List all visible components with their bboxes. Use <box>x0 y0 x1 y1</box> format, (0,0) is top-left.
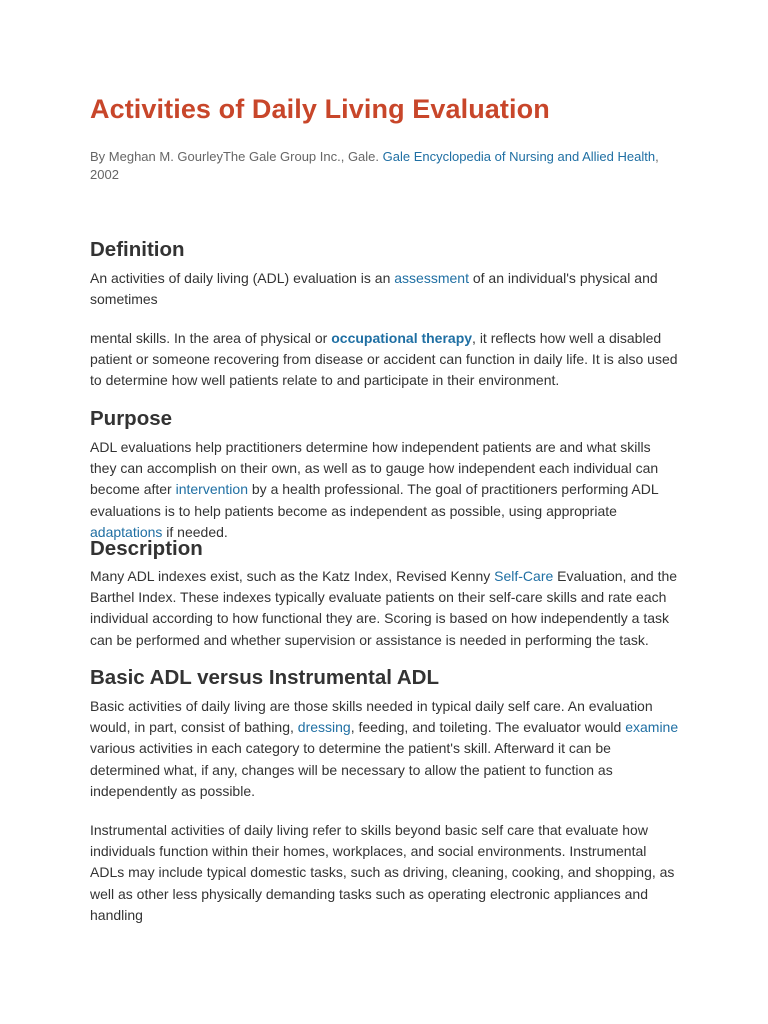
occupational-therapy-link[interactable]: occupational therapy <box>331 330 473 346</box>
text: mental skills. In the area of physical or <box>90 330 332 346</box>
byline <box>90 148 680 183</box>
text: Instrumental activities of daily living refer to skills beyond basic self care that evaluate how individuals function within their homes, workplaces, and social environments. Instrumental ADLs may include typical domestic tasks, such as driving, cleaning, cooking, and shopping, as well as other less physically demanding tasks such as operating electronic appliances and handling <box>90 822 675 923</box>
text: by a health professional. The goal of practitioners performing ADL evaluations is to help patients become as independent as possible, using appropriate <box>90 481 659 519</box>
text: if needed. <box>162 523 228 540</box>
adaptations-link[interactable]: adaptations <box>90 523 163 540</box>
text: Basic activities of daily living are those skills needed in typical daily self care. An evaluation would, in part, consist of bathing, <box>90 698 653 736</box>
heading-basic-vs-instrumental: Basic ADL versus Instrumental ADL <box>90 666 439 689</box>
self-care-link[interactable]: Self-Care <box>494 568 554 584</box>
dressing-link[interactable]: dressing <box>297 719 351 736</box>
byline-authors: By Meghan M. GourleyThe Gale Group Inc., Gale. <box>90 149 383 164</box>
source-link[interactable]: Gale Encyclopedia of Nursing and Allied Health <box>382 149 656 164</box>
text: of an individual's physical and sometimes <box>90 270 658 308</box>
instrumental-adl-paragraph <box>90 820 680 926</box>
text: ADL evaluations help practitioners determine how independent patients are and what skills they can accomplish on their own, as well as to gauge how independent each individual can become after <box>90 439 659 498</box>
purpose-paragraph <box>90 437 680 543</box>
page-title: Activities of Daily Living Evaluation <box>90 94 550 124</box>
heading-description: Description <box>90 537 203 560</box>
intervention-link[interactable]: intervention <box>175 481 248 498</box>
examine-link[interactable]: examine <box>625 719 679 736</box>
text: various activities in each category to determine the patient's skill. Afterward it can be determined what, if any, changes will be necessary to allow the patient to function as independently as possible. <box>90 740 613 799</box>
text: , it reflects how well a disabled patient or someone recovering from disease or accident can function in daily life. It is also used to determine how well patients relate to and participate in their environment. <box>90 330 678 389</box>
description-paragraph <box>90 566 680 651</box>
definition-paragraph-2 <box>90 328 680 392</box>
assessment-link[interactable]: assessment <box>394 270 469 286</box>
basic-adl-paragraph <box>90 696 680 802</box>
text: An activities of daily living (ADL) evaluation is an <box>90 270 395 286</box>
heading-definition: Definition <box>90 238 185 261</box>
definition-paragraph-1 <box>90 268 680 310</box>
text: Many ADL indexes exist, such as the Katz Index, Revised Kenny <box>90 568 495 584</box>
text: , feeding, and toileting. The evaluator would <box>350 719 626 736</box>
text: Evaluation, and the Barthel Index. These indexes typically evaluate patients on their self-care skills and rate each individual according to how functional they are. Scoring is based on how independently a task can be performed and whether supervision or assistance is needed in performing the task. <box>90 568 678 648</box>
heading-purpose: Purpose <box>90 407 173 430</box>
byline-year: , 2002 <box>90 149 659 182</box>
